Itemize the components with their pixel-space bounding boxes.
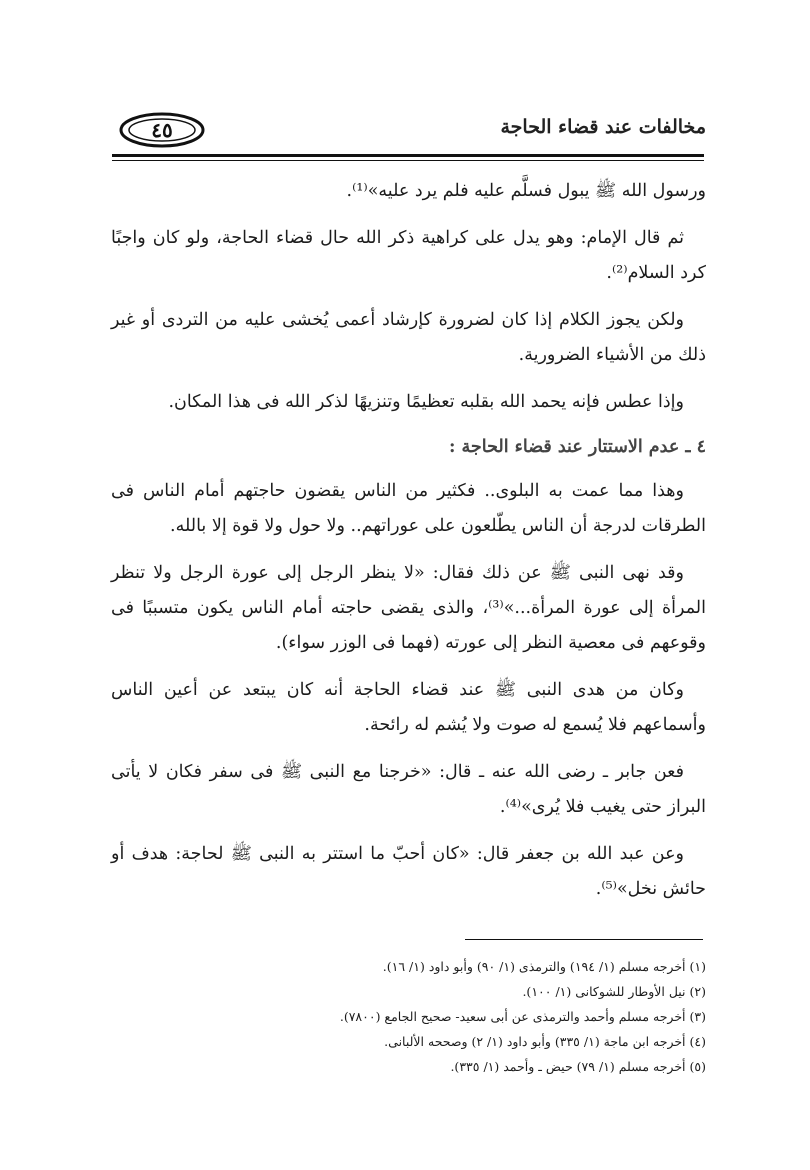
footnote: (٣) أخرجه مسلم وأحمد والترمذى عن أبى سعيد- صحيح الجامع (٧٨٠٠). bbox=[339, 1009, 706, 1024]
footnote-separator bbox=[465, 939, 703, 940]
paragraph: ثم قال الإمام: وهو يدل على كراهية ذكر الله حال قضاء الحاجة، ولو كان واجبًا كرد السلام⁽²⁾. bbox=[111, 228, 706, 283]
paragraph: وهذا مما عمت به البلوى.. فكثير من الناس يقضون حاجتهم أمام الناس فى الطرقات لدرجة أن الناس يطّلعون على عوراتهم.. ولا حول ولا قوة إلا بالله. bbox=[111, 481, 706, 536]
running-title: مخالفات عند قضاء الحاجة bbox=[500, 116, 706, 138]
paragraph: وقد نهى النبى ﷺ عن ذلك فقال: «لا ينظر الرجل إلى عورة الرجل ولا تنظر المرأة إلى عورة المرأة...»⁽³⁾، والذى يقضى حاجته أمام الناس يكون متسببًا فى وقوعهم فى معصية النظر إلى عورته (فهما فى الوزر سواء). bbox=[111, 563, 707, 653]
footnote: (٢) نيل الأوطار للشوكانى (١/ ١٠٠). bbox=[522, 984, 706, 999]
footnote: (٤) أخرجه ابن ماجة (١/ ٣٣٥) وأبو داود (١/ ٢) وصححه الألبانى. bbox=[384, 1034, 706, 1049]
header-rule-thin bbox=[112, 160, 704, 161]
section-heading: ٤ ـ عدم الاستتار عند قضاء الحاجة : bbox=[449, 437, 706, 457]
paragraph: فعن جابر ـ رضى الله عنه ـ قال: «خرجنا مع النبى ﷺ فى سفر فكان لا يأتى البراز حتى يغيب فلا يُرى»⁽⁴⁾. bbox=[111, 762, 706, 817]
footnotes bbox=[111, 954, 706, 1079]
paragraph: ورسول الله ﷺ يبول فسلَّم عليه فلم يرد عليه»⁽¹⁾. bbox=[346, 181, 706, 201]
main-text bbox=[111, 174, 706, 919]
footnote: (١) أخرجه مسلم (١/ ١٩٤) والترمذى (١/ ٩٠) وأبو داود (١/ ١٦). bbox=[382, 959, 706, 974]
page-number: ٤٥ bbox=[151, 118, 173, 142]
page-number-badge bbox=[118, 111, 206, 149]
paragraph: وعن عبد الله بن جعفر قال: «كان أحبّ ما استتر به النبى ﷺ لحاجة: هدف أو حائش نخل»⁽⁵⁾. bbox=[111, 844, 706, 899]
header-rule bbox=[112, 154, 704, 157]
footnote: (٥) أخرجه مسلم (١/ ٧٩) حيض ـ وأحمد (١/ ٣٣٥). bbox=[450, 1059, 706, 1074]
paragraph: وإذا عطس فإنه يحمد الله بقلبه تعظيمًا وتنزيهًا لذكر الله فى هذا المكان. bbox=[168, 392, 684, 412]
paragraph: ولكن يجوز الكلام إذا كان لضرورة كإرشاد أعمى يُخشى عليه من التردى أو غير ذلك من الأشياء الضرورية. bbox=[111, 310, 706, 365]
paragraph: وكان من هدى النبى ﷺ عند قضاء الحاجة أنه كان يبتعد عن أعين الناس وأسماعهم فلا يُسمع له صوت ولا يُشم له رائحة. bbox=[111, 680, 706, 735]
